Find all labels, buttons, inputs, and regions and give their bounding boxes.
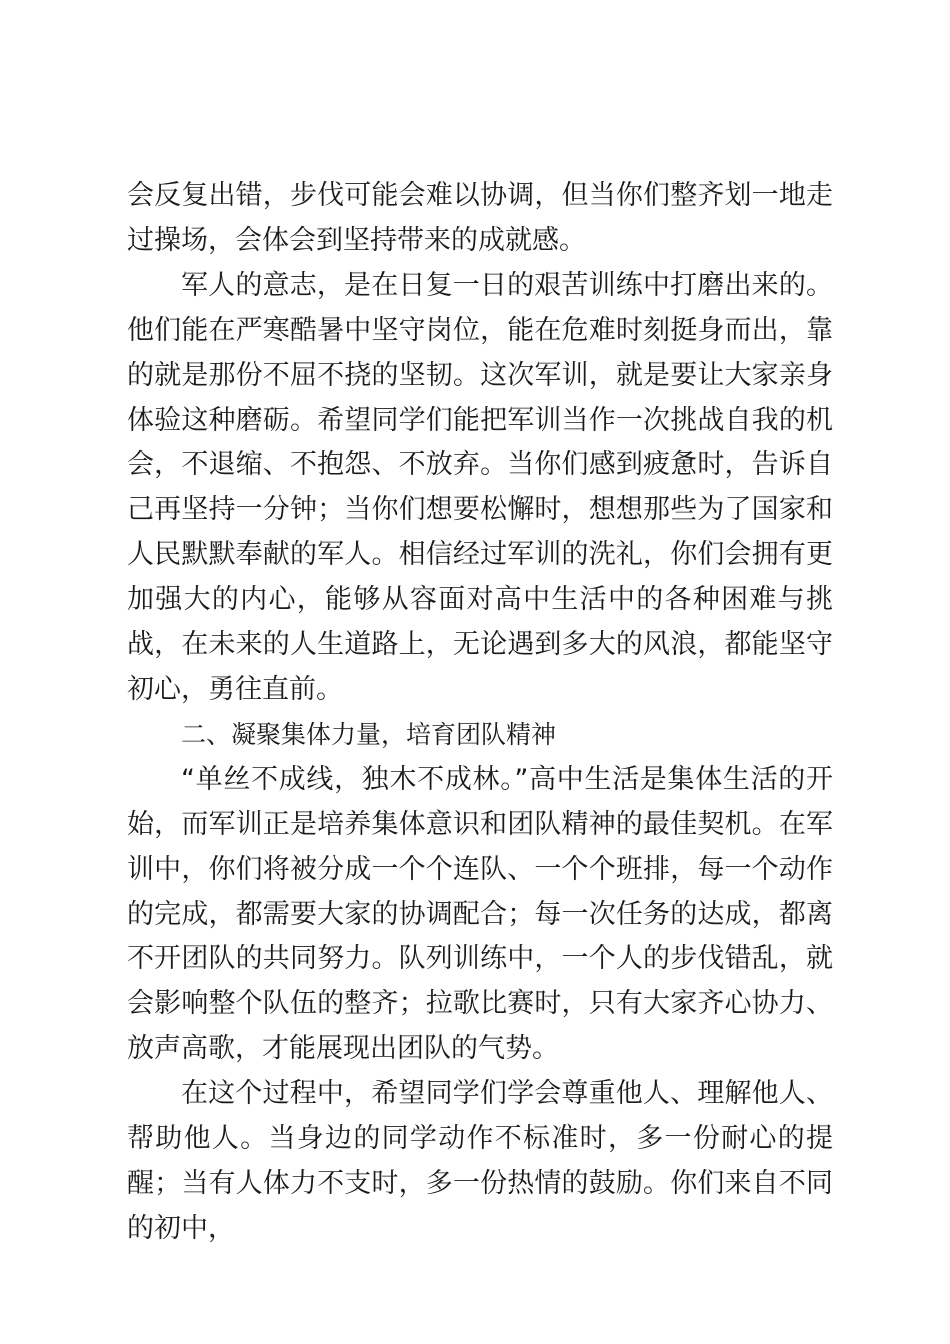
paragraph-continuation: 会反复出错，步伐可能会难以协调，但当你们整齐划一地走过操场，会体会到坚持带来的成就感。 <box>127 180 833 256</box>
paragraph-mutual-help: 在这个过程中，希望同学们学会尊重他人、理解他人、帮助他人。当身边的同学动作不标准时，多一份耐心的提醒；当有人体力不支时，多一份热情的鼓励。你们来自不同的初中， <box>127 1078 833 1244</box>
section-heading: 二、凝聚集体力量，培育团队精神 <box>181 719 557 749</box>
paragraph-military-will: 军人的意志，是在日复一日的艰苦训练中打磨出来的。他们能在严寒酷暑中坚守岗位，能在危难时刻挺身而出，靠的就是那份不屈不挠的坚韧。这次军训，就是要让大家亲身体验这种磨砺。希望同学们能把军训当作一次挑战自我的机会，不退缩、不抱怨、不放弃。当你们感到疲惫时，告诉自己再坚持一分钟；当你们想要松懈时，想想那些为了国家和人民默默奉献的军人。相信经过军训的洗礼，你们会拥有更加强大的内心，能够从容面对高中生活中的各种困难与挑战，在未来的人生道路上，无论遇到多大的风浪，都能坚守初心，勇往直前。 <box>127 269 833 705</box>
paragraph-team-spirit: “单丝不成线，独木不成林。”高中生活是集体生活的开始，而军训正是培养集体意识和团队精神的最佳契机。在军训中，你们将被分成一个个连队、一个个班排，每一个动作的完成，都需要大家的协调配合；每一次任务的达成，都离不开团队的共同努力。队列训练中，一个人的步伐错乱，就会影响整个队伍的整齐；拉歌比赛时，只有大家齐心协力、放声高歌，才能展现出团队的气势。 <box>127 763 833 1065</box>
document-body <box>127 174 833 1252</box>
